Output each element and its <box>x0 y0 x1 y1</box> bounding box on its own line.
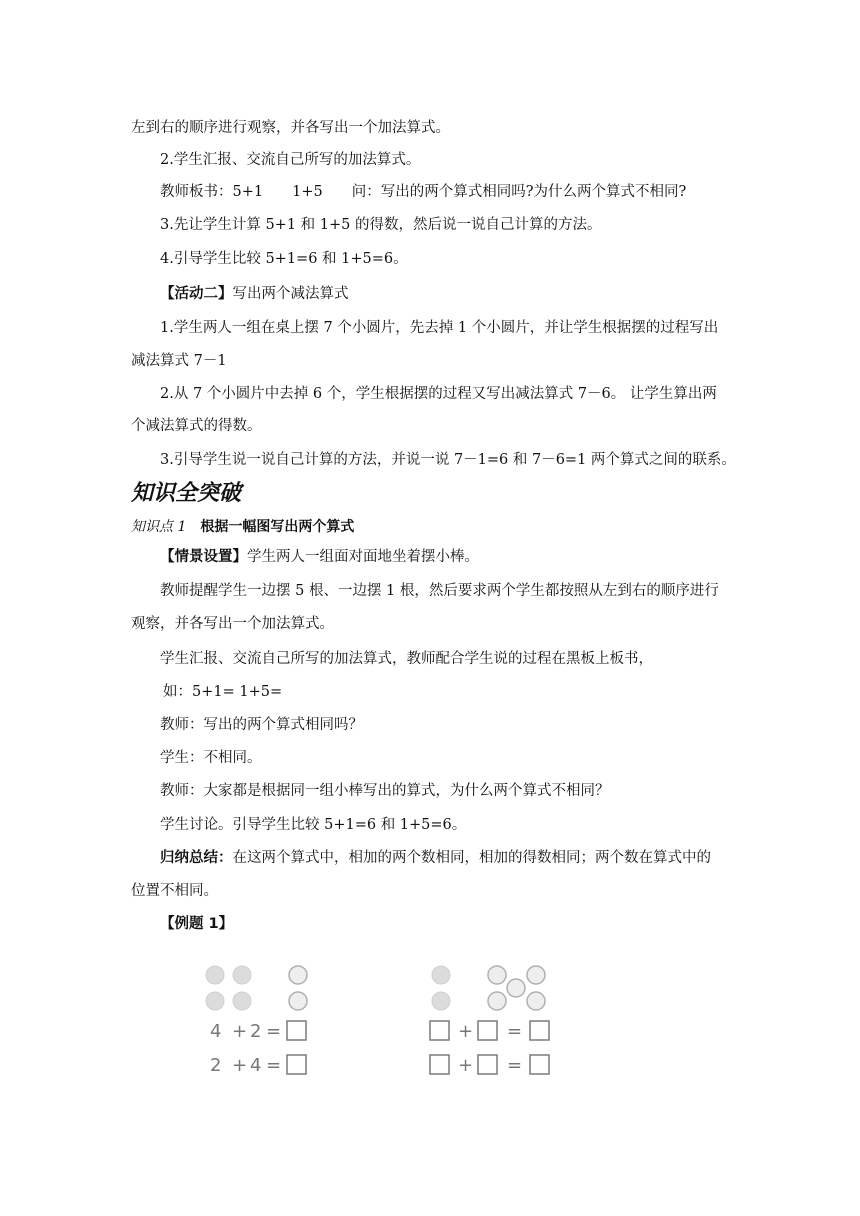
example-label: 【例题 1】 <box>160 916 234 932</box>
filled-circle <box>233 966 251 984</box>
eq-operand: 4 <box>250 1055 262 1076</box>
answer-box[interactable] <box>530 1055 549 1074</box>
eq-operator: + <box>458 1055 474 1076</box>
paragraph-line: 学生：不相同。 <box>160 750 262 766</box>
paragraph-line: 2.学生汇报、交流自己所写的加法算式。 <box>160 152 421 168</box>
outline-circle <box>527 992 545 1010</box>
eq-operator: + <box>458 1021 474 1042</box>
filled-circle <box>432 966 450 984</box>
paragraph-line: 如：5+1= 1+5= <box>163 684 283 700</box>
answer-box[interactable] <box>430 1021 449 1040</box>
answer-box[interactable] <box>287 1021 306 1040</box>
filled-circle <box>206 966 224 984</box>
outline-circle <box>527 966 545 984</box>
knowledge-point-label: 知识点 1 <box>131 519 187 535</box>
paragraph-line: 减法算式 7－1 <box>131 353 227 369</box>
scene-text: 学生两人一组面对面地坐着摆小棒。 <box>247 549 479 565</box>
knowledge-point-line <box>131 516 354 536</box>
activity-2-text: 写出两个减法算式 <box>232 286 349 302</box>
eq-operator: = <box>266 1021 282 1042</box>
paragraph-line: 3.先让学生计算 5+1 和 1+5 的得数，然后说一说自己计算的方法。 <box>160 217 602 233</box>
outline-circle <box>488 966 506 984</box>
outline-circle <box>289 992 307 1010</box>
eq-operand: 2 <box>210 1055 222 1076</box>
paragraph-line: 2.从 7 个小圆片中去掉 6 个，学生根据摆的过程又写出减法算式 7－6。 让学生算出两 <box>160 386 717 402</box>
eq-operator: = <box>507 1055 523 1076</box>
right-dots-group <box>432 966 545 1010</box>
paragraph-line: 学生汇报、交流自己所写的加法算式，教师配合学生说的过程在黑板上板书， <box>160 651 653 667</box>
summary-text: 在这两个算式中，相加的两个数相同，相加的得数相同；两个数在算式中的 <box>232 850 711 866</box>
filled-circle <box>206 992 224 1010</box>
summary-line <box>160 848 711 868</box>
paragraph-line: 教师：写出的两个算式相同吗？ <box>160 717 363 733</box>
paragraph-line: 学生讨论。引导学生比较 5+1=6 和 1+5=6。 <box>160 817 467 833</box>
paragraph-line: 4.引导学生比较 5+1=6 和 1+5=6。 <box>160 251 408 267</box>
right-equation-2 <box>430 1055 549 1076</box>
outline-circle <box>488 992 506 1010</box>
activity-2-line <box>160 284 349 304</box>
outline-circle <box>289 966 307 984</box>
eq-operand: 4 <box>210 1021 222 1042</box>
paragraph-line: 观察，并各写出一个加法算式。 <box>131 616 334 632</box>
filled-circle <box>233 992 251 1010</box>
paragraph-line: 3.引导学生说一说自己计算的方法，并说一说 7－1=6 和 7－6=1 两个算式之间的联系。 <box>160 452 736 468</box>
eq-operand: 2 <box>250 1021 262 1042</box>
left-dots-group <box>206 966 307 1010</box>
eq-operator: + <box>232 1055 248 1076</box>
outline-circle <box>507 979 525 997</box>
right-equation-1 <box>430 1021 549 1042</box>
section-title: 知识全突破 <box>131 481 242 506</box>
eq-operator: = <box>507 1021 523 1042</box>
scene-line <box>160 547 479 567</box>
activity-2-label: 【活动二】 <box>160 286 233 302</box>
answer-box[interactable] <box>478 1021 497 1040</box>
paragraph-line: 位置不相同。 <box>131 883 218 899</box>
filled-circle <box>432 992 450 1010</box>
paragraph-line: 个减法算式的得数。 <box>131 418 262 434</box>
paragraph-line: 教师：大家都是根据同一组小棒写出的算式，为什么两个算式不相同？ <box>160 783 610 799</box>
answer-box[interactable] <box>530 1021 549 1040</box>
knowledge-point-title: 根据一幅图写出两个算式 <box>200 519 355 535</box>
eq-operator: = <box>266 1055 282 1076</box>
left-equation-2 <box>210 1055 306 1076</box>
answer-box[interactable] <box>430 1055 449 1074</box>
answer-box[interactable] <box>287 1055 306 1074</box>
paragraph-line: 1.学生两人一组在桌上摆 7 个小圆片，先去掉 1 个小圆片，并让学生根据摆的过程写出 <box>160 320 719 336</box>
left-equation-1 <box>210 1021 306 1042</box>
paragraph-line: 左到右的顺序进行观察，并各写出一个加法算式。 <box>131 120 450 136</box>
answer-box[interactable] <box>478 1055 497 1074</box>
scene-label: 【情景设置】 <box>160 549 247 565</box>
summary-label: 归纳总结： <box>160 850 233 866</box>
paragraph-line: 教师板书：5+1 1+5 问：写出的两个算式相同吗?为什么两个算式不相同? <box>160 184 687 200</box>
eq-operator: + <box>232 1021 248 1042</box>
paragraph-line: 教师提醒学生一边摆 5 根、一边摆 1 根，然后要求两个学生都按照从左到右的顺序进行 <box>160 583 719 599</box>
